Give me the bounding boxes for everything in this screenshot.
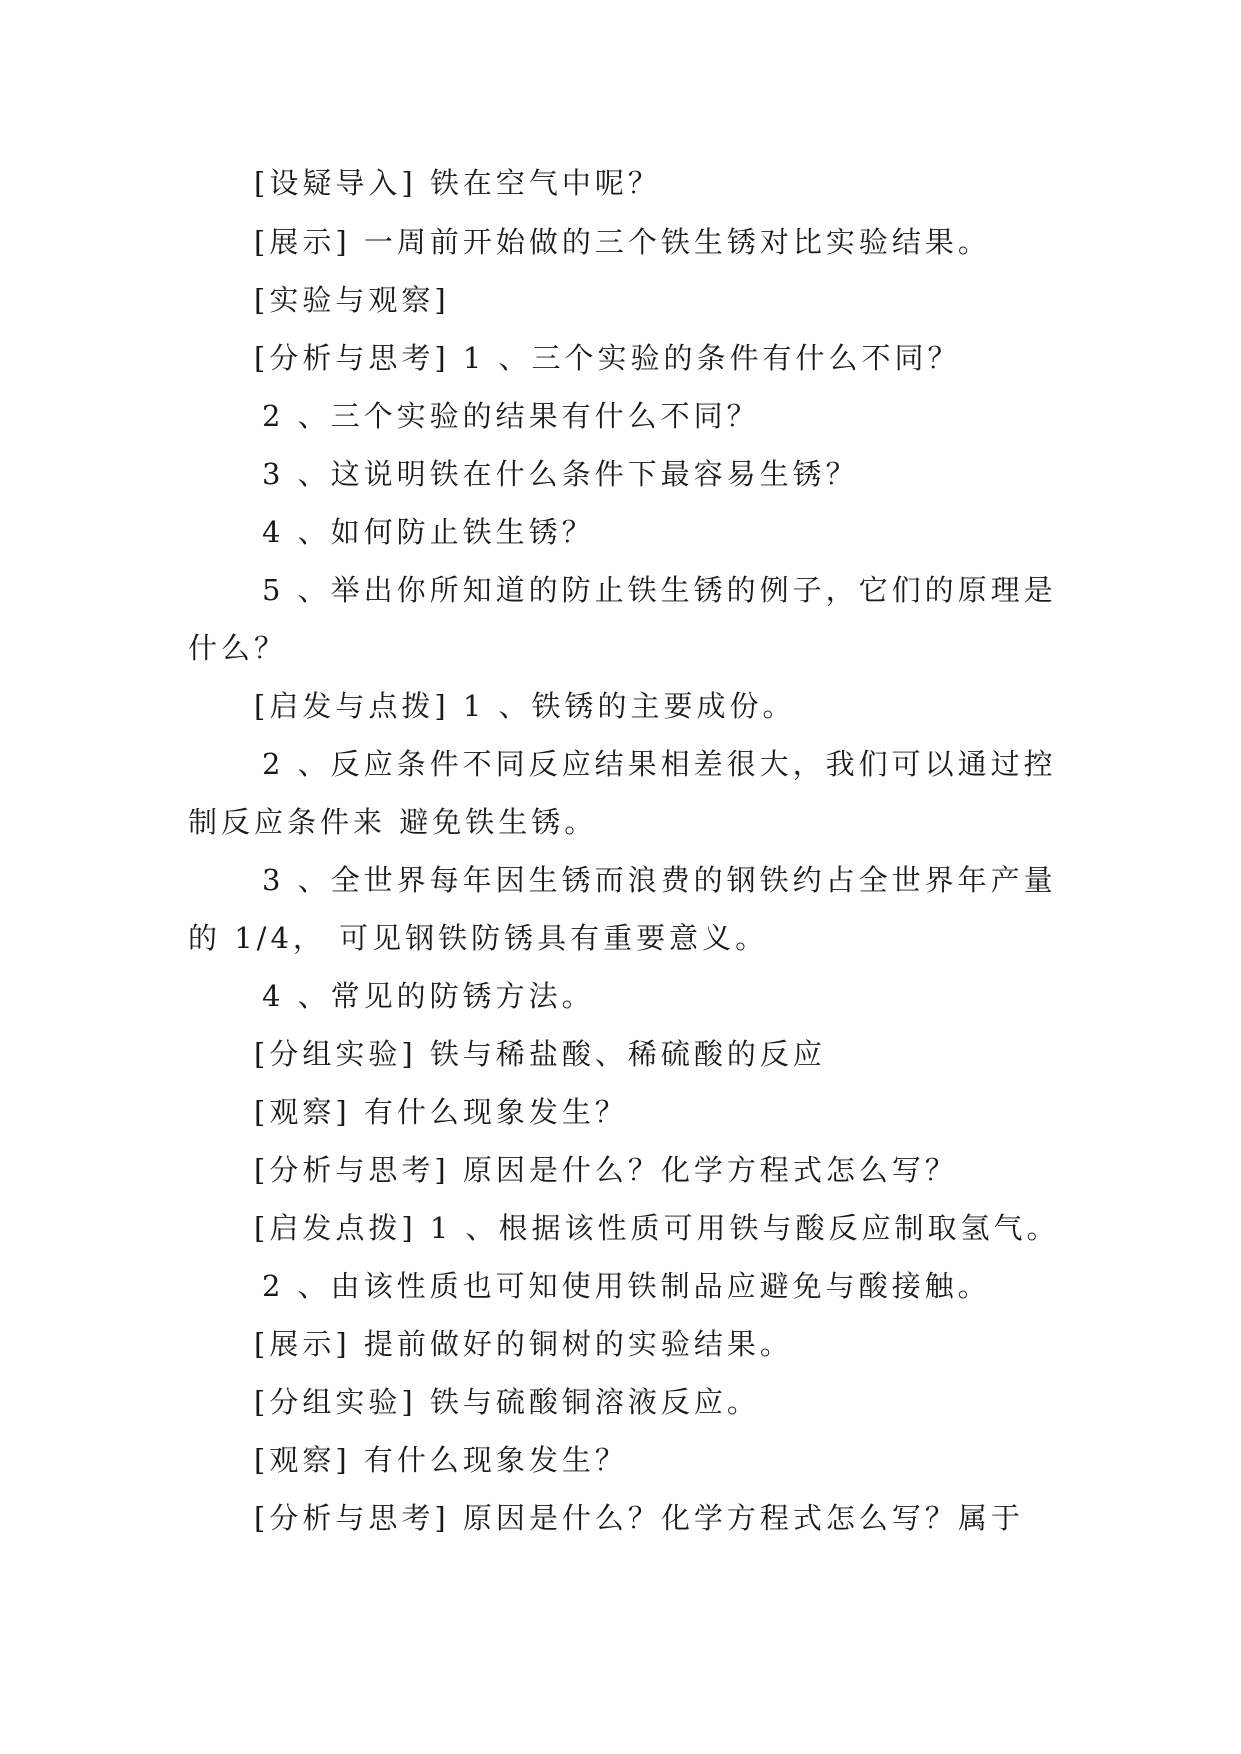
text-line: [观察] 有什么现象发生？: [254, 1443, 628, 1477]
text-line: 的 1/4， 可见钢铁防锈具有重要意义。: [188, 921, 769, 955]
text-line: 2 、反应条件不同反应结果相差很大，我们可以通过控: [262, 747, 1057, 781]
text-line: 2 、三个实验的结果有什么不同？: [262, 399, 760, 433]
text-line: 4 、如何防止铁生锈？: [262, 515, 595, 549]
text-line: [分组实验] 铁与稀盐酸、稀硫酸的反应: [254, 1037, 826, 1071]
text-line: [实验与观察]: [254, 283, 450, 317]
text-line: [启发与点拨] 1 、铁锈的主要成份。: [254, 689, 796, 723]
text-line: [分析与思考] 原因是什么？化学方程式怎么写？属于: [254, 1501, 1024, 1535]
text-line: 4 、常见的防锈方法。: [262, 979, 595, 1013]
text-line: 5 、举出你所知道的防止铁生锈的例子，它们的原理是: [262, 573, 1057, 607]
text-line: [展示] 一周前开始做的三个铁生锈对比实验结果。: [254, 225, 991, 259]
text-line: [分组实验] 铁与硫酸铜溶液反应。: [254, 1385, 760, 1419]
text-line: [观察] 有什么现象发生？: [254, 1095, 628, 1129]
text-line: [设疑导入] 铁在空气中呢？: [254, 166, 661, 200]
text-line: [分析与思考] 原因是什么？化学方程式怎么写？: [254, 1153, 958, 1187]
text-line: 3 、这说明铁在什么条件下最容易生锈？: [262, 457, 859, 491]
text-line: 制反应条件来 避免铁生锈。: [188, 805, 598, 839]
text-line: [分析与思考] 1 、三个实验的条件有什么不同？: [254, 341, 961, 375]
text-line: 3 、全世界每年因生锈而浪费的钢铁约占全世界年产量: [262, 863, 1057, 897]
text-line: [展示] 提前做好的铜树的实验结果。: [254, 1327, 793, 1361]
text-line: 什么？: [188, 631, 288, 665]
text-line: [启发点拨] 1 、根据该性质可用铁与酸反应制取氢气。: [254, 1211, 1060, 1245]
text-line: 2 、由该性质也可知使用铁制品应避免与酸接触。: [262, 1269, 991, 1303]
